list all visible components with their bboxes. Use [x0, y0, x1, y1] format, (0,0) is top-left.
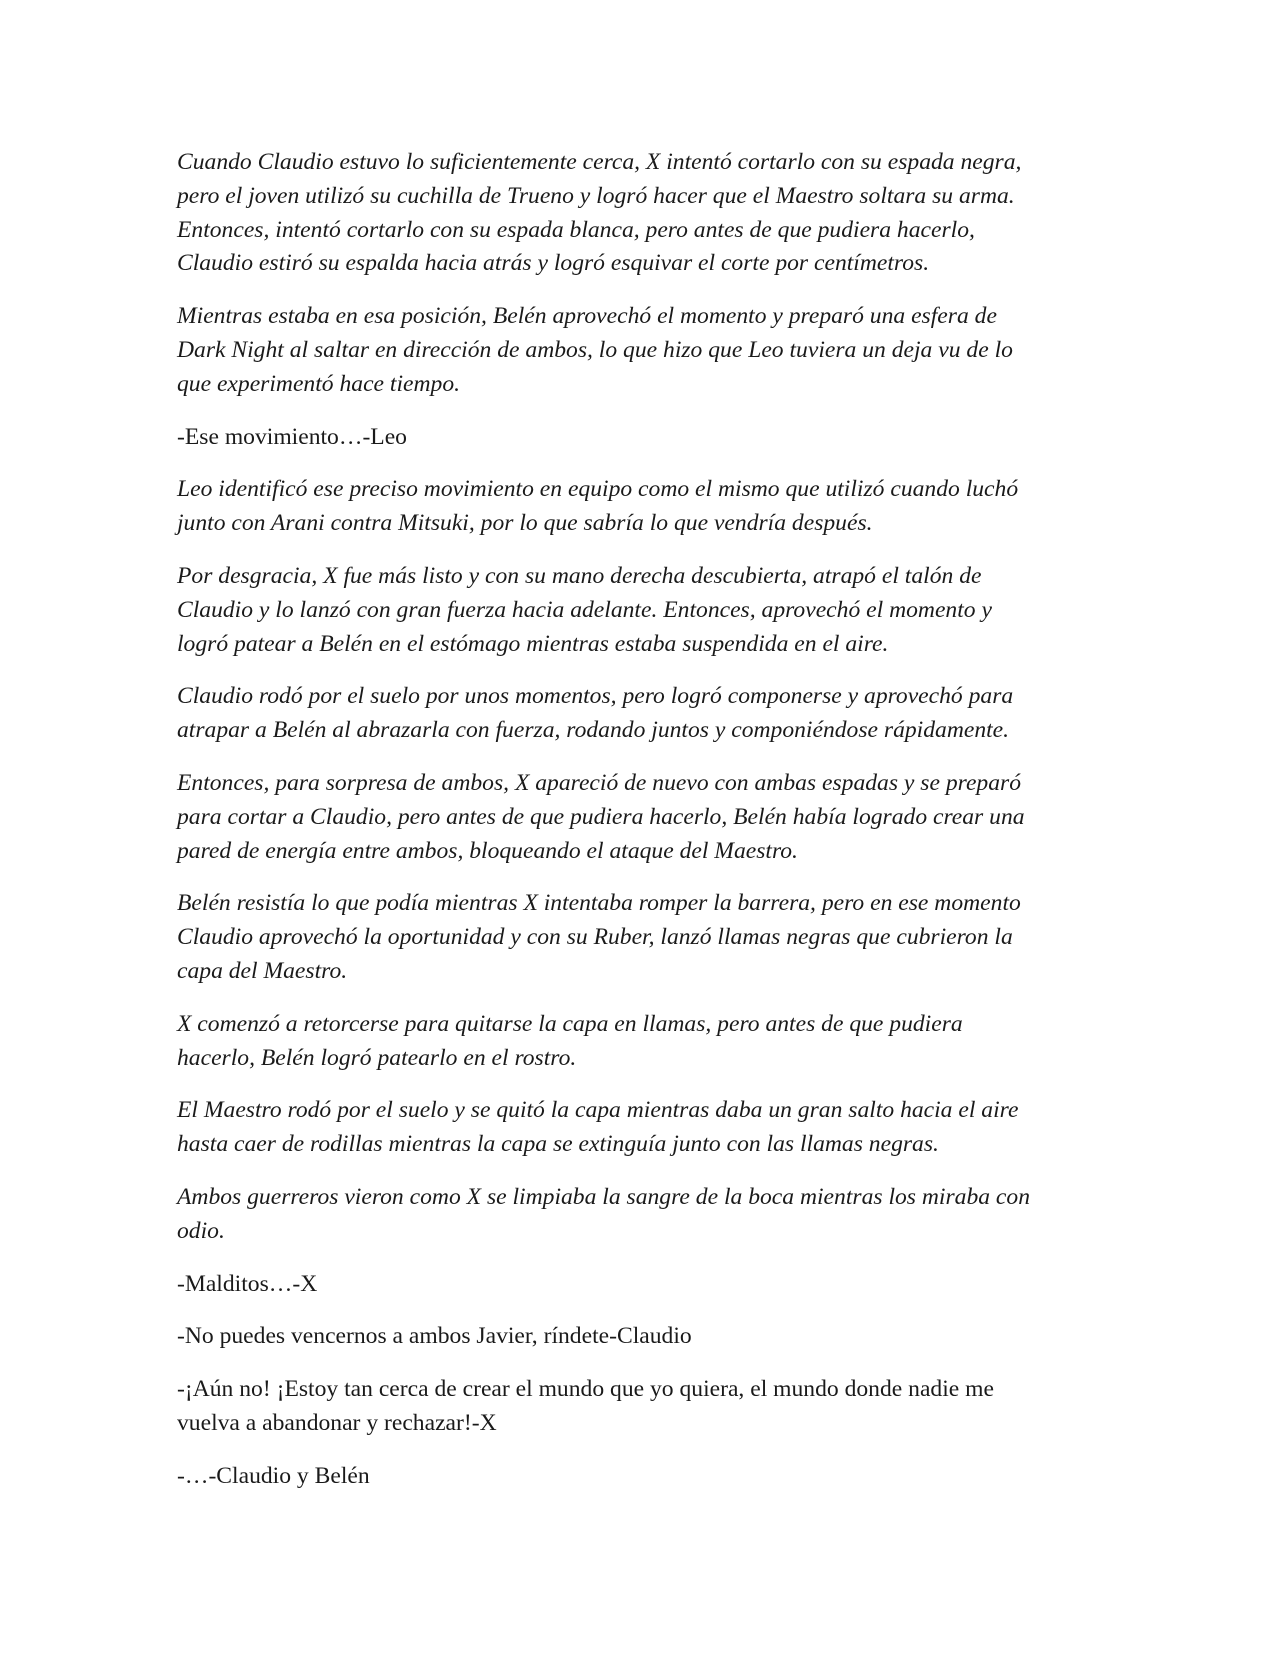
narrative-paragraph	[177, 767, 1117, 868]
text-line: pero el joven utilizó su cuchilla de Trueno y logró hacer que el Maestro soltara su arma.	[177, 182, 1015, 209]
text-line: -…-Claudio y Belén	[177, 1462, 370, 1489]
text-line: -Ese movimiento…-Leo	[177, 423, 407, 450]
text-line: junto con Arani contra Mitsuki, por lo que sabría lo que vendría después.	[177, 510, 873, 537]
text-line: Entonces, intentó cortarlo con su espada blanca, pero antes de que pudiera hacerlo,	[177, 216, 975, 243]
text-line: capa del Maestro.	[177, 957, 348, 984]
document-page	[177, 146, 1117, 1513]
narrative-paragraph	[177, 1008, 1117, 1076]
text-line: hacerlo, Belén logró patearlo en el rostro.	[177, 1044, 577, 1071]
text-line: Claudio estiró su espalda hacia atrás y logró esquivar el corte por centímetros.	[177, 250, 930, 277]
text-line: Por desgracia, X fue más listo y con su mano derecha descubierta, atrapó el talón de	[177, 562, 982, 589]
text-line: odio.	[177, 1217, 225, 1244]
text-line: que experimentó hace tiempo.	[177, 370, 461, 397]
text-line: El Maestro rodó por el suelo y se quitó la capa mientras daba un gran salto hacia el aire	[177, 1097, 1019, 1124]
text-line: Claudio rodó por el suelo por unos momentos, pero logró componerse y aprovechó para	[177, 683, 1014, 710]
dialogue-line	[177, 1373, 1117, 1441]
text-line: Cuando Claudio estuvo lo suficientemente cerca, X intentó cortarlo con su espada negra,	[177, 149, 1022, 175]
text-line: Claudio y lo lanzó con gran fuerza hacia adelante. Entonces, aprovechó el momento y	[177, 596, 992, 623]
narrative-paragraph	[177, 680, 1117, 748]
narrative-paragraph	[177, 146, 1117, 281]
narrative-paragraph	[177, 1181, 1117, 1249]
narrative-paragraph	[177, 300, 1117, 401]
text-line: logró patear a Belén en el estómago mientras estaba suspendida en el aire.	[177, 630, 889, 657]
narrative-paragraph	[177, 473, 1117, 541]
text-line: pared de energía entre ambos, bloqueando el ataque del Maestro.	[177, 837, 798, 864]
text-line: Belén resistía lo que podía mientras X intentaba romper la barrera, pero en ese momento	[177, 890, 1021, 917]
dialogue-line	[177, 1268, 1117, 1302]
text-line: -¡Aún no! ¡Estoy tan cerca de crear el mundo que yo quiera, el mundo donde nadie me	[177, 1376, 994, 1403]
narrative-paragraph	[177, 887, 1117, 988]
text-line: atrapar a Belén al abrazarla con fuerza, rodando juntos y componiéndose rápidamente.	[177, 717, 1010, 744]
dialogue-line	[177, 1460, 1117, 1494]
text-line: X comenzó a retorcerse para quitarse la capa en llamas, pero antes de que pudiera	[177, 1010, 963, 1037]
text-line: para cortar a Claudio, pero antes de que pudiera hacerlo, Belén había logrado crear una	[177, 803, 1025, 830]
dialogue-line	[177, 1320, 1117, 1354]
text-line: -Malditos…-X	[177, 1270, 318, 1297]
text-line: Ambos guerreros vieron como X se limpiaba la sangre de la boca mientras los miraba con	[177, 1183, 1031, 1210]
text-line: vuelva a abandonar y rechazar!-X	[177, 1409, 497, 1436]
narrative-paragraph	[177, 560, 1117, 661]
dialogue-line	[177, 421, 1117, 455]
text-line: Entonces, para sorpresa de ambos, X apareció de nuevo con ambas espadas y se preparó	[177, 769, 1022, 796]
text-line: Claudio aprovechó la oportunidad y con su Ruber, lanzó llamas negras que cubrieron la	[177, 924, 1013, 951]
narrative-paragraph	[177, 1094, 1117, 1162]
text-line: Dark Night al saltar en dirección de ambos, lo que hizo que Leo tuviera un deja vu de lo	[177, 336, 1013, 363]
text-line: Leo identificó ese preciso movimiento en equipo como el mismo que utilizó cuando luchó	[177, 476, 1019, 503]
text-line: -No puedes vencernos a ambos Javier, ríndete-Claudio	[177, 1323, 692, 1350]
text-line: Mientras estaba en esa posición, Belén aprovechó el momento y preparó una esfera de	[177, 303, 997, 330]
text-line: hasta caer de rodillas mientras la capa se extinguía junto con las llamas negras.	[177, 1131, 939, 1158]
